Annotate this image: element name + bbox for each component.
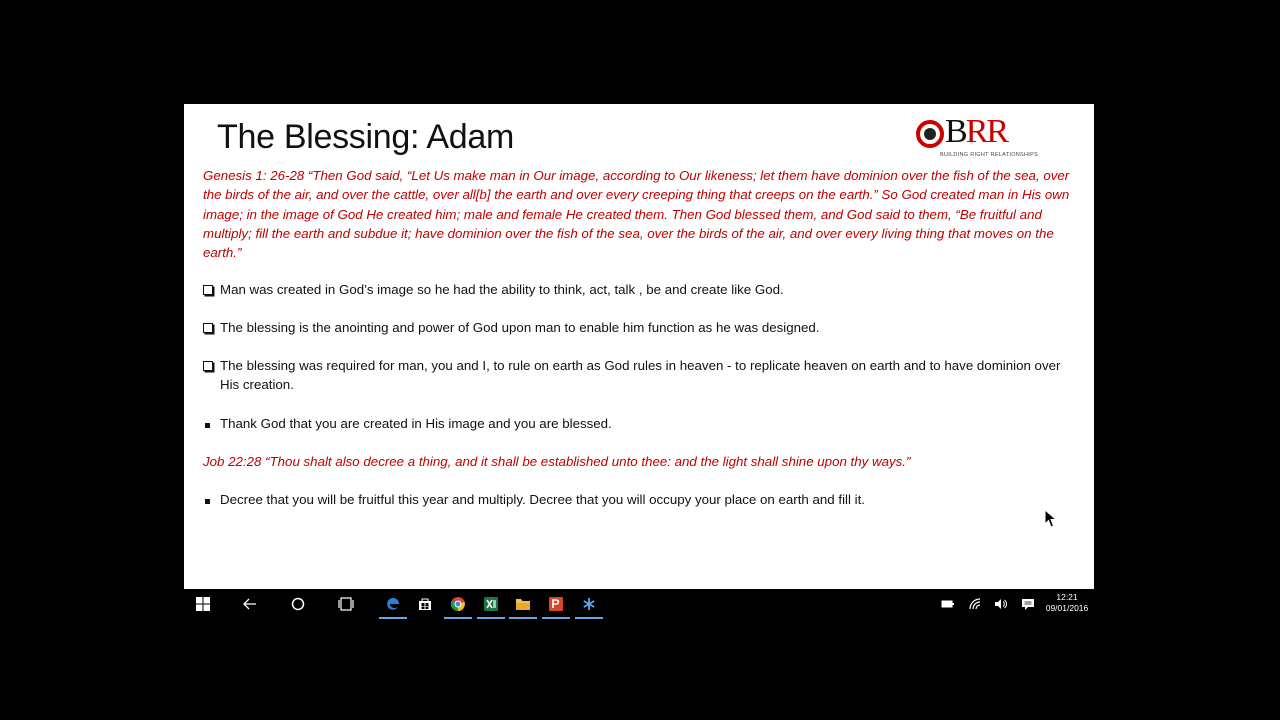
bullet-item: Man was created in God’s image so he had the ability to think, act, talk , be and create like God. xyxy=(203,280,1071,299)
windows-start-icon[interactable] xyxy=(193,594,213,614)
edge-icon[interactable] xyxy=(383,594,403,614)
powerpoint-icon[interactable] xyxy=(546,594,566,614)
bullet-item: Thank God that you are created in His image and you are blessed. xyxy=(203,414,1071,433)
taskbar xyxy=(184,589,1094,619)
bullet-item: The blessing is the anointing and power of God upon man to enable him function as he was designed. xyxy=(203,318,1071,337)
logo-tagline: BUILDING RIGHT RELATIONSHIPS xyxy=(940,152,1039,158)
file-explorer-icon[interactable] xyxy=(513,594,533,614)
checkbox-bullet-icon xyxy=(203,361,213,371)
job-verse: Job 22:28 “Thou shalt also decree a thing, and it shall be established unto thee: and the light shall shine upon thy ways.” xyxy=(203,454,911,469)
snowflake-app-icon[interactable] xyxy=(579,594,599,614)
cortana-circle-icon[interactable] xyxy=(288,594,308,614)
store-icon[interactable] xyxy=(415,594,435,614)
slide xyxy=(184,104,1094,589)
wifi-icon[interactable] xyxy=(967,596,983,612)
chrome-icon[interactable] xyxy=(448,594,468,614)
back-arrow-icon[interactable] xyxy=(240,594,260,614)
slide-title: The Blessing: Adam xyxy=(217,118,514,156)
obrr-logo xyxy=(912,114,1064,164)
taskbar-clock[interactable] xyxy=(1044,592,1090,614)
square-bullet-icon xyxy=(205,499,210,504)
bullet-item: The blessing was required for man, you and I, to rule on earth as God rules in heaven - to replicate heaven on earth and to have dominion over His creation. xyxy=(203,356,1071,395)
bullet-item: Decree that you will be fruitful this year and multiply. Decree that you will occupy your place on earth and fill it. xyxy=(203,490,1071,509)
clock-time: 12:21 xyxy=(1056,592,1078,602)
logo-letters: BRR xyxy=(945,113,1008,150)
volume-icon[interactable] xyxy=(993,596,1009,612)
notification-icon[interactable] xyxy=(1020,596,1036,612)
mouse-cursor-icon xyxy=(1044,509,1058,529)
task-view-icon[interactable] xyxy=(336,594,356,614)
battery-icon[interactable] xyxy=(940,596,956,612)
checkbox-bullet-icon xyxy=(203,323,213,333)
square-bullet-icon xyxy=(205,423,210,428)
genesis-verse: Genesis 1: 26-28 “Then God said, “Let Us make man in Our image, according to Our likeness; let them have dominion over the fish of the sea, over the birds of the air, and over the cattle, over all[b] the earth and over every creeping thing that creeps on the earth.” So God created man in His own image; in the image of God He created him; male and female He created them. Then God blessed them, and God said to them, “Be fruitful and multiply; fill the earth and subdue it; have dominion over the fish of the sea, over the birds of the air, and over every living thing that moves on the earth.” xyxy=(203,168,1070,261)
clock-date: 09/01/2016 xyxy=(1045,603,1089,613)
checkbox-bullet-icon xyxy=(203,285,213,295)
logo-ring-icon xyxy=(916,120,944,148)
excel-icon[interactable] xyxy=(481,594,501,614)
